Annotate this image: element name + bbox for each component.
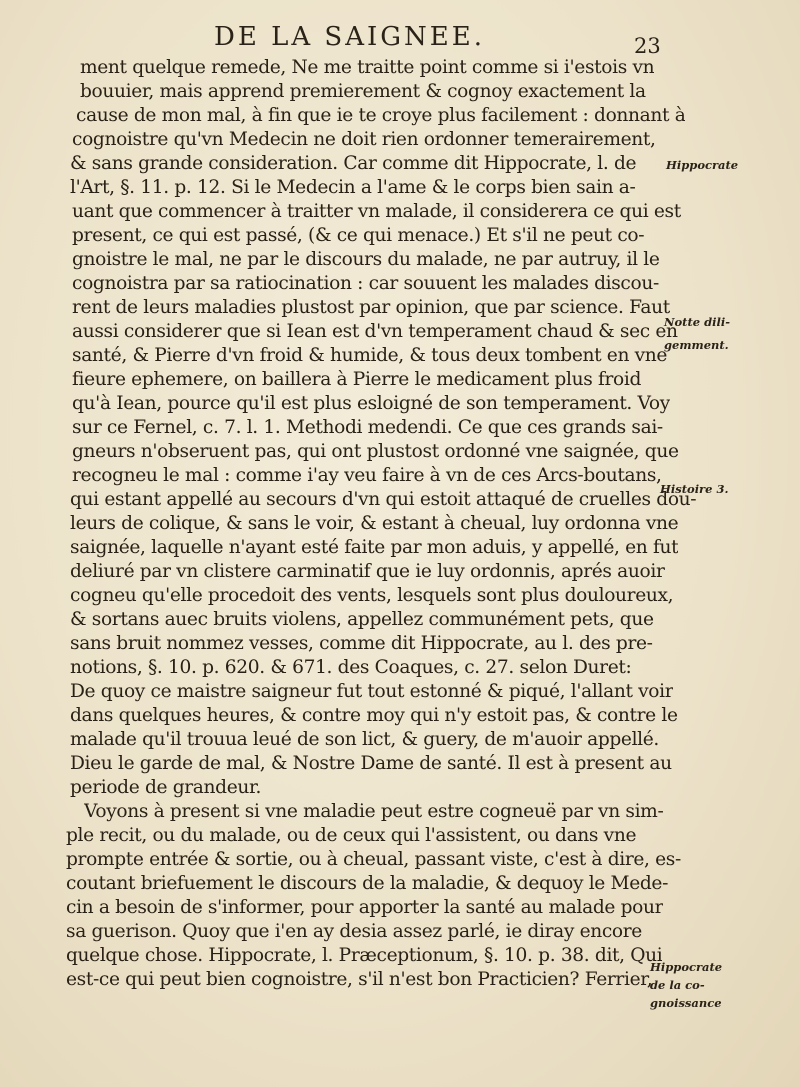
text-line: aussi considerer que si Iean est d'vn temperament chaud & sec en — [72, 321, 678, 342]
text-line: fieure ephemere, on baillera à Pierre le medicament plus froid — [72, 369, 642, 390]
text-line: present, ce qui est passé, (& ce qui menace.) Et s'il ne peut co- — [72, 225, 645, 246]
text-line: cognoistre qu'vn Medecin ne doit rien ordonner temerairement, — [72, 129, 656, 150]
margin-note-hippocrate-2-line3: gnoissance — [650, 996, 722, 1010]
text-line: coutant briefuement le discours de la maladie, & dequoy le Mede- — [66, 873, 668, 894]
text-line: & sans grande consideration. Car comme dit Hippocrate, l. de — [70, 153, 637, 174]
margin-note-notte-line2: gemment. — [664, 338, 729, 352]
text-line: periode de grandeur. — [70, 777, 262, 798]
text-line: dans quelques heures, & contre moy qui n'y estoit pas, & contre le — [70, 705, 678, 726]
text-line: gnoistre le mal, ne par le discours du malade, ne par autruy, il le — [72, 249, 660, 270]
text-line: sa guerison. Quoy que i'en ay desia assez parlé, ie diray encore — [66, 921, 642, 942]
text-line: De quoy ce maistre saigneur fut tout estonné & piqué, l'allant voir — [70, 681, 674, 702]
text-line: qui estant appellé au secours d'vn qui estoit attaqué de cruelles dou- — [70, 489, 697, 510]
text-line: rent de leurs maladies plustost par opinion, que par science. Faut — [72, 297, 670, 318]
margin-note-histoire: Histoire 3. — [660, 482, 729, 496]
text-line: ple recit, ou du malade, ou de ceux qui l'assistent, ou dans vne — [66, 825, 637, 846]
running-header: DE LA SAIGNEE. — [214, 22, 485, 52]
text-line: cin a besoin de s'informer, pour apporter la santé au malade pour — [66, 897, 664, 918]
text-line: quelque chose. Hippocrate, l. Præceptionum, §. 10. p. 38. dit, Qui — [66, 945, 663, 966]
text-line: qu'à Iean, pource qu'il est plus esloigné de son temperament. Voy — [72, 393, 670, 414]
text-line: sur ce Fernel, c. 7. l. 1. Methodi medendi. Ce que ces grands sai- — [72, 417, 663, 438]
text-line: l'Art, §. 11. p. 12. Si le Medecin a l'ame & le corps bien sain a- — [70, 177, 636, 198]
text-line: deliuré par vn clistere carminatif que ie luy ordonnis, aprés auoir — [70, 561, 665, 582]
margin-note-hippocrate-2-line2: de la co- — [650, 978, 705, 992]
margin-note-hippocrate-2-line1: Hippocrate — [650, 960, 723, 974]
text-line: sans bruit nommez vesses, comme dit Hippocrate, au l. des pre- — [70, 633, 653, 654]
page-number: 23 — [634, 34, 661, 58]
text-line: cogneu qu'elle procedoit des vents, lesquels sont plus douloureux, — [70, 585, 674, 606]
text-line: & sortans auec bruits violens, appellez communément pets, que — [70, 609, 654, 630]
text-line: notions, §. 10. p. 620. & 671. des Coaques, c. 27. selon Duret: — [70, 657, 632, 678]
text-line: saignée, laquelle n'ayant esté faite par mon aduis, y appellé, en fut — [70, 537, 679, 558]
margin-note-hippocrate: Hippocrate — [666, 158, 739, 172]
text-line: cause de mon mal, à fin que ie te croye plus facilement : donnant à — [76, 105, 686, 126]
text-line: est-ce qui peut bien cognoistre, s'il n'est bon Practicien? Ferrier, — [66, 969, 653, 990]
text-line: Voyons à present si vne maladie peut estre cogneuë par vn sim- — [84, 801, 664, 822]
text-line: recogneu le mal : comme i'ay veu faire à vn de ces Arcs-boutans, — [72, 465, 662, 486]
text-line: santé, & Pierre d'vn froid & humide, & tous deux tombent en vne — [72, 345, 668, 366]
text-line: gneurs n'obseruent pas, qui ont plustost ordonné vne saignée, que — [72, 441, 679, 462]
text-line: bouuier, mais apprend premierement & cognoy exactement la — [80, 81, 646, 102]
text-line: leurs de colique, & sans le voir, & estant à cheual, luy ordonna vne — [70, 513, 679, 534]
text-line: Dieu le garde de mal, & Nostre Dame de santé. Il est à present au — [70, 753, 672, 774]
text-line: uant que commencer à traitter vn malade, il considerera ce qui est — [72, 201, 681, 222]
margin-note-notte-line1: Notte dili- — [664, 315, 731, 329]
text-line: ment quelque remede, Ne me traitte point comme si i'estois vn — [80, 57, 655, 78]
text-line: malade qu'il trouua leué de son lict, & guery, de m'auoir appellé. — [70, 729, 659, 750]
text-line: prompte entrée & sortie, ou à cheual, passant viste, c'est à dire, es- — [66, 849, 681, 870]
text-line: cognoistra par sa ratiocination : car souuent les malades discou- — [72, 273, 659, 294]
